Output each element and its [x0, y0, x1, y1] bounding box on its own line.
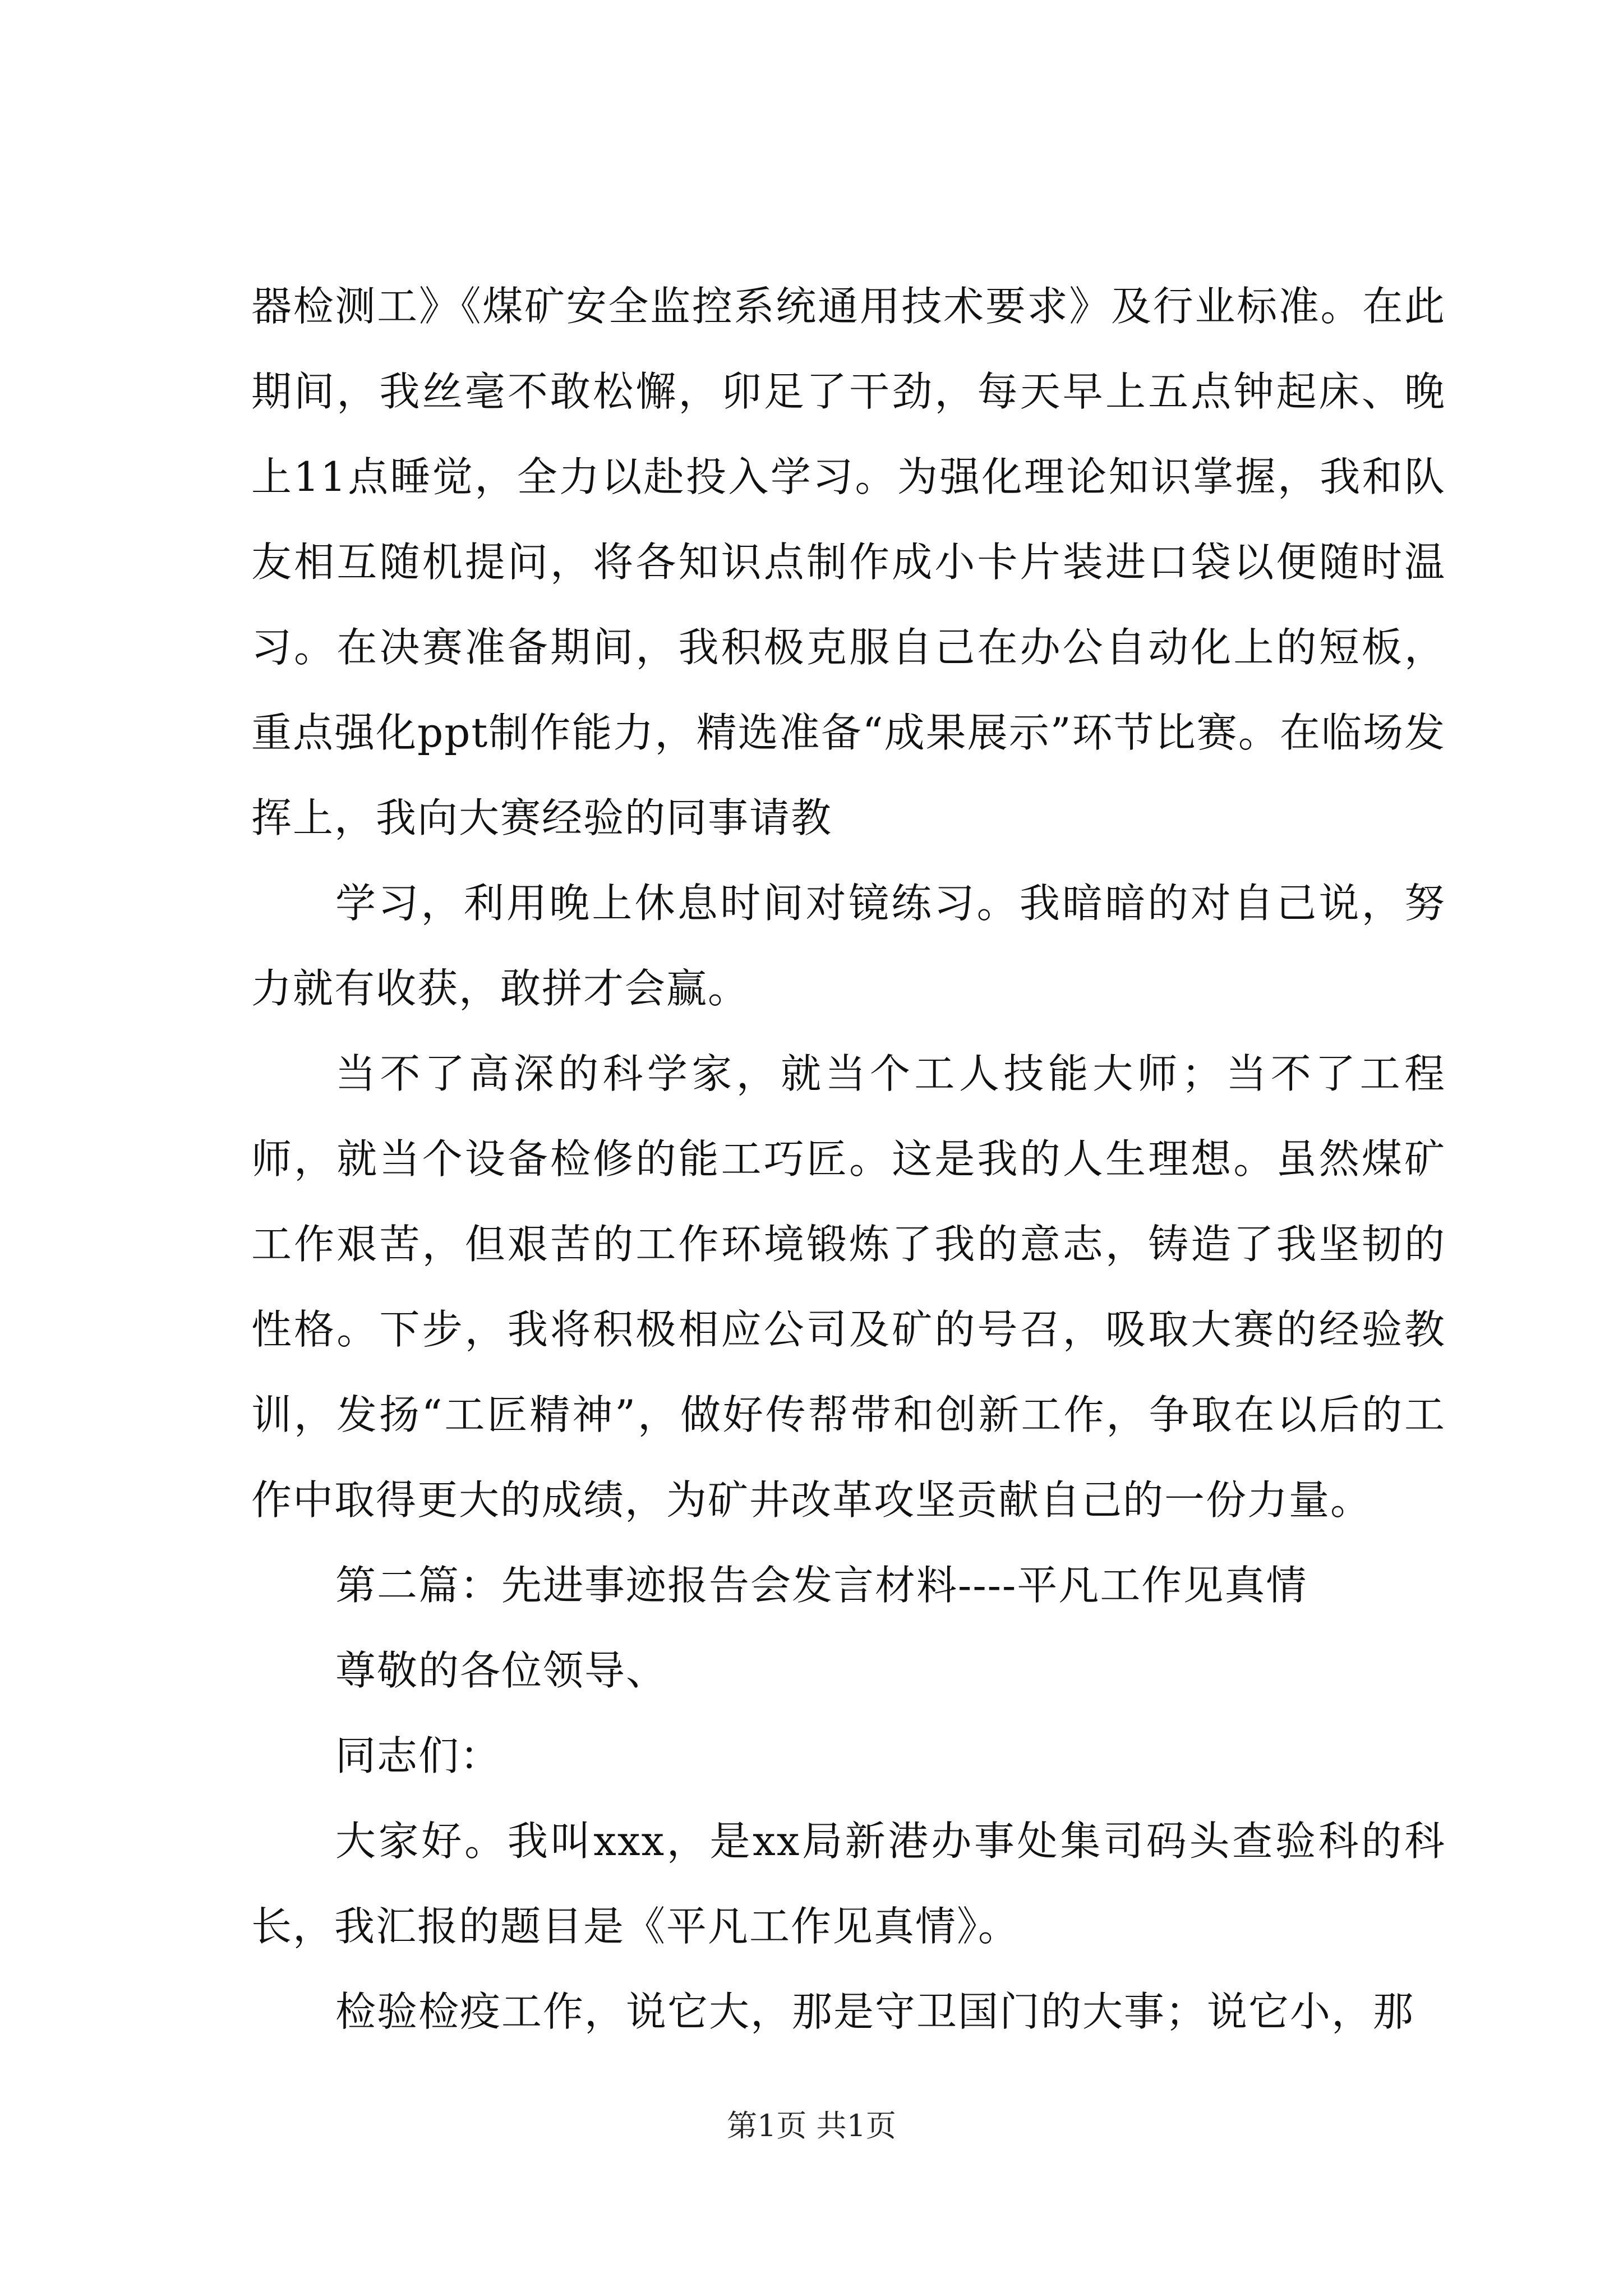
page-footer: 第1页 共1页 — [727, 2108, 896, 2143]
paragraph-2: 学习，利用晚上休息时间对镜练习。我暗暗的对自己说，努力就有收获，敢拼才会赢。 — [251, 880, 1446, 1012]
salutation-line-1: 尊敬的各位领导、 — [335, 1647, 668, 1694]
paragraph-introduction: 大家好。我叫xxx，是xx局新港办事处集司码头查验科的科长，我汇报的题目是《平凡工作见真情》。 — [251, 1818, 1446, 1950]
paragraph-3: 当不了高深的科学家，就当个工人技能大师；当不了工程师，就当个设备检修的能工巧匠。这是我的人生理想。虽然煤矿工作艰苦，但艰苦的工作环境锻炼了我的意志，铸造了我坚韧的性格。下步，我将积极相应公司及矿的号召，吸取大赛的经验教训，发扬“工匠精神”，做好传帮带和创新工作，争取在以后的工作中取得更大的成绩，为矿井改革攻坚贡献自己的一份力量。 — [251, 1050, 1446, 1524]
paragraph-inspection-work: 检验检疫工作，说它大，那是守卫国门的大事；说它小，那 — [335, 1988, 1415, 2035]
document-body — [251, 264, 1446, 2054]
salutation-line-2: 同志们： — [335, 1732, 502, 1779]
section-heading: 第二篇：先进事迹报告会发言材料----平凡工作见真情 — [335, 1562, 1308, 1609]
paragraph-1: 器检测工》《煤矿安全监控系统通用技术要求》及行业标准。在此期间，我丝毫不敢松懈，卯足了干劲，每天早上五点钟起床、晚上11点睡觉，全力以赴投入学习。为强化理论知识掌握，我和队友相互随机提问，将各知识点制作成小卡片装进口袋以便随时温习。在决赛准备期间，我积极克服自己在办公自动化上的短板，重点强化ppt制作能力，精选准备“成果展示”环节比赛。在临场发挥上，我向大赛经验的同事请教 — [251, 283, 1446, 841]
